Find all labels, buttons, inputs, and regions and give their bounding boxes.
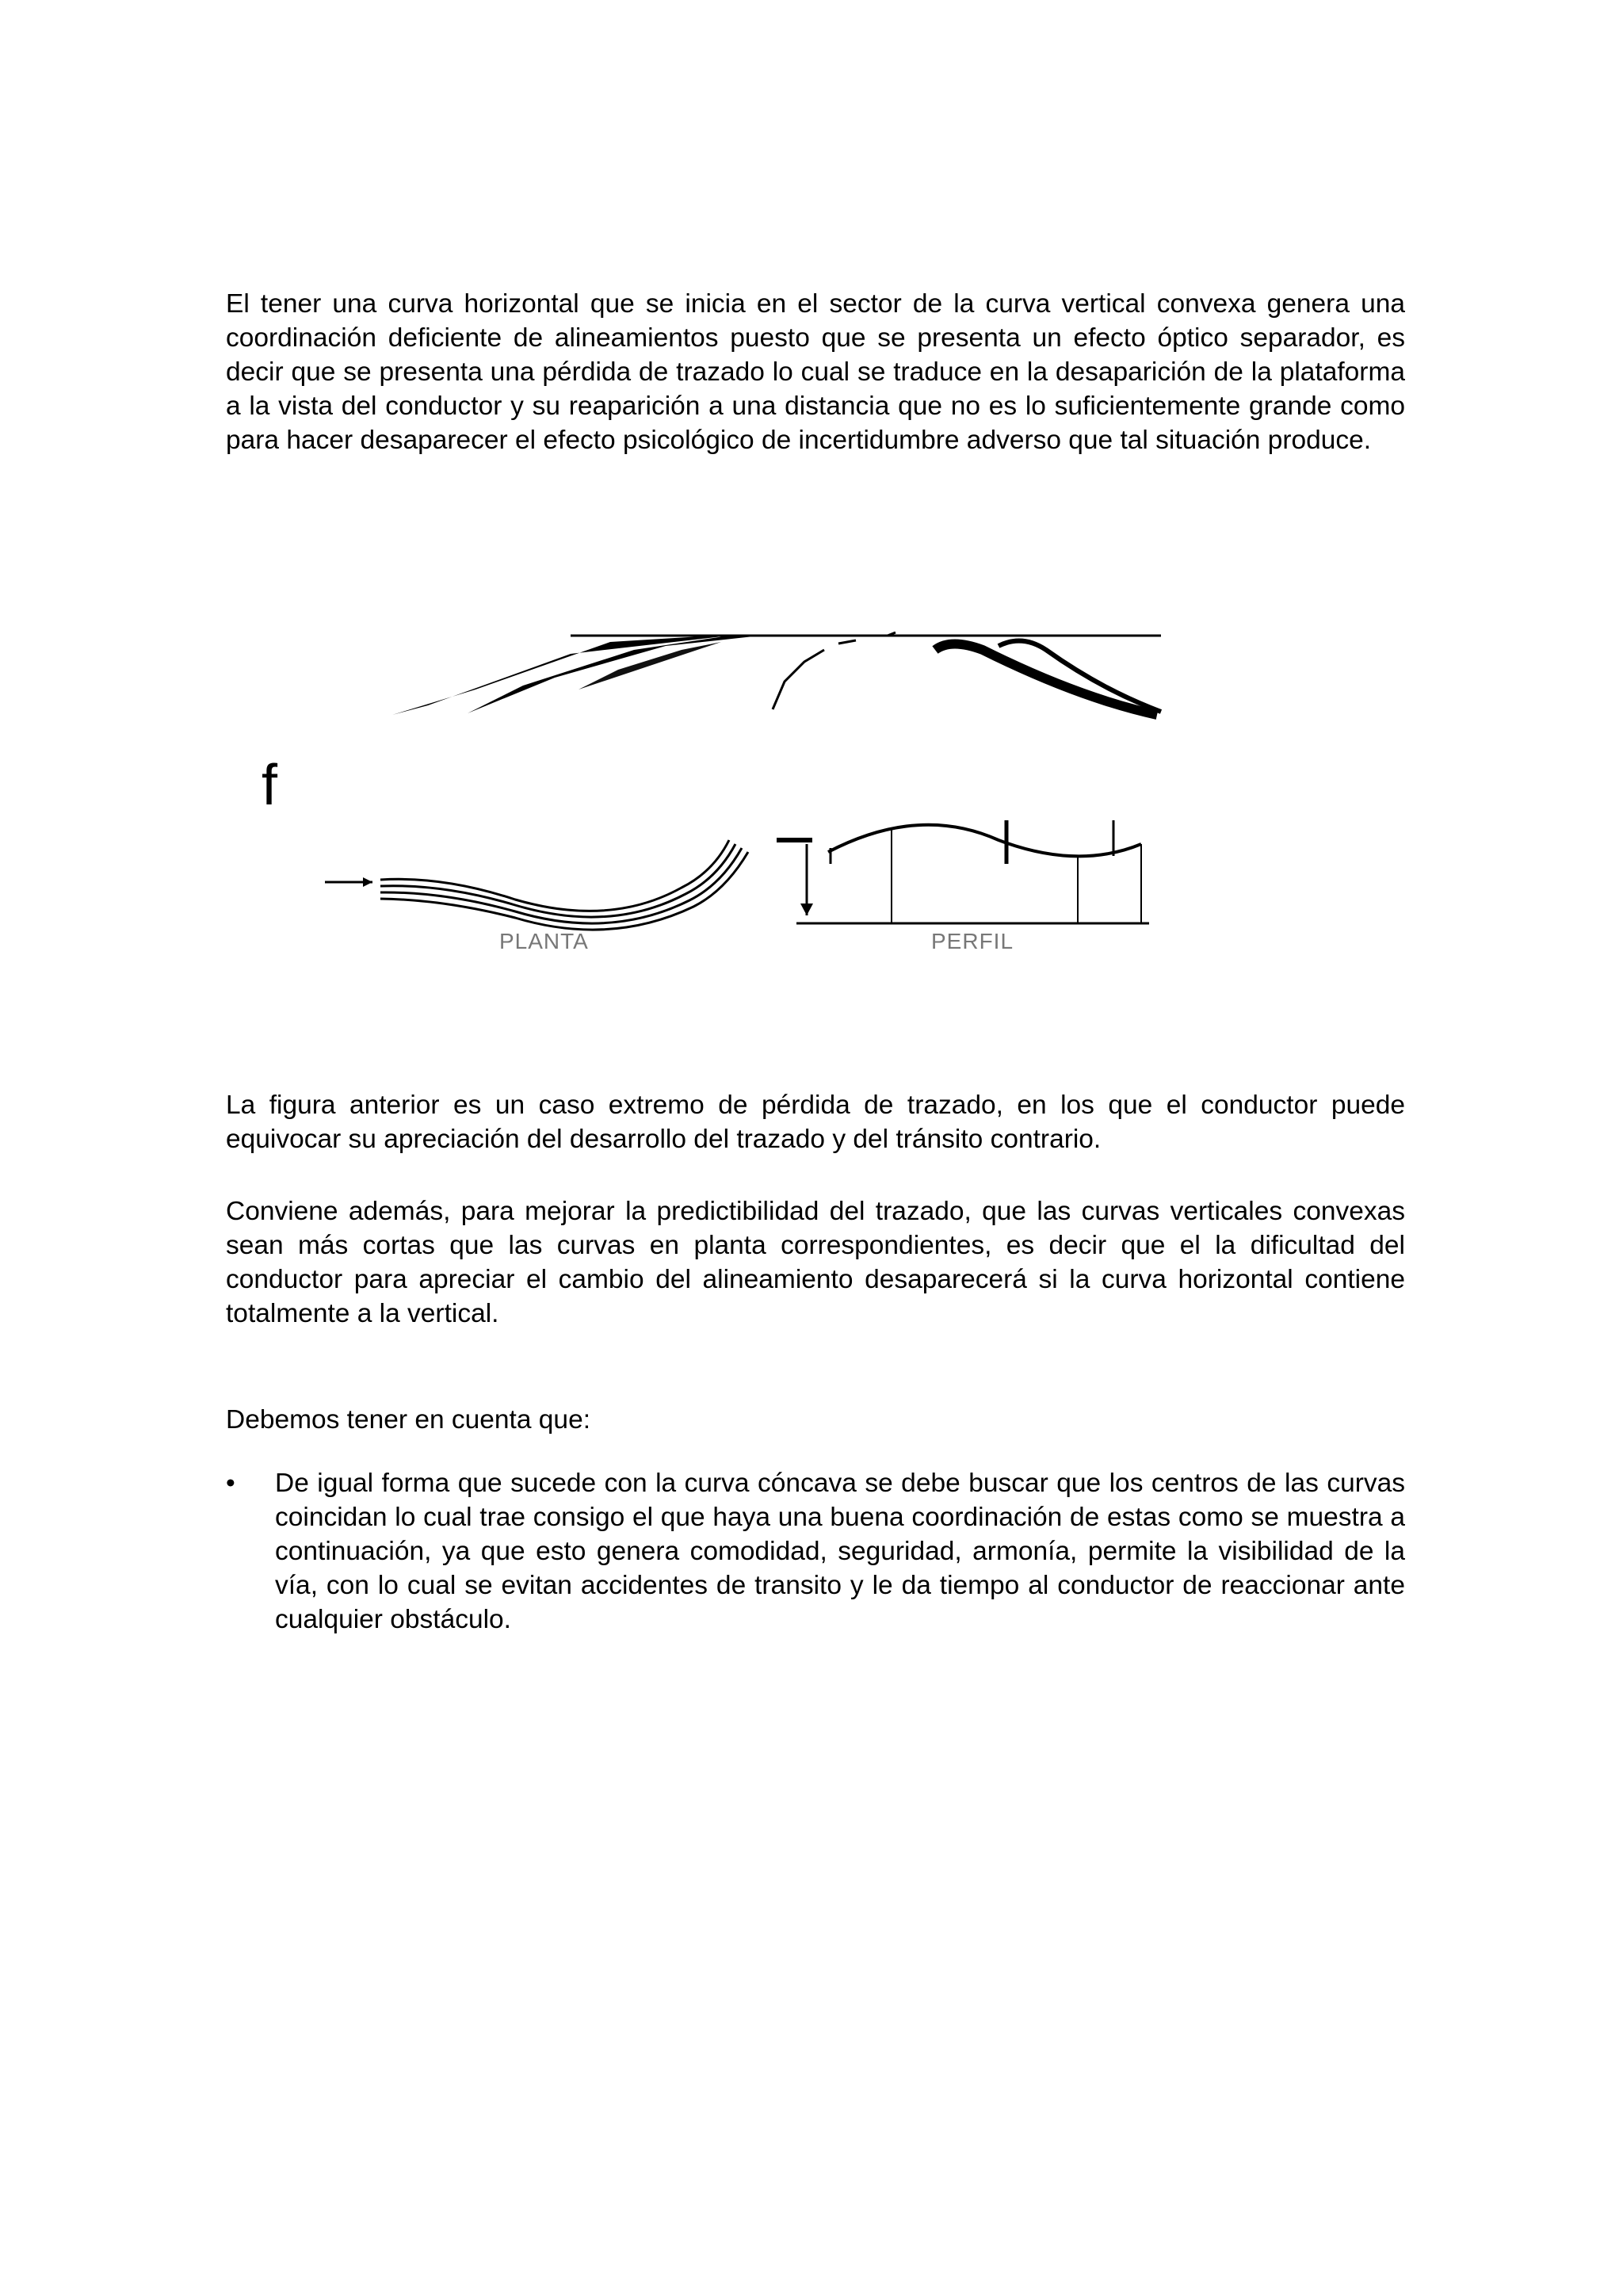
bullet-icon: • <box>226 1469 235 1498</box>
perfil-label: PERFIL <box>931 929 1014 953</box>
paragraph-figure-comment: La figura anterior es un caso extremo de pérdida de trazado, en los que el conductor puede equivocar su apreciación del desarrollo del trazado y del tránsito contrario. <box>226 1091 1405 1154</box>
paragraph-recommendation: Conviene además, para mejorar la predictibilidad del trazado, que las curvas verticales convexas sean más cortas que las curvas en planta correspondientes, es decir que el la dificultad del conductor para apreciar el cambio del alineamiento desaparecerá si la curva horizontal contiene totalmente a la vertical. <box>226 1197 1405 1328</box>
road-figure <box>238 618 1189 975</box>
list-item-text: De igual forma que sucede con la curva cóncava se debe buscar que los centros de las curvas coincidan lo cual trae consigo el que haya una buena coordinación de estas como se muestra a continuación, ya que esto genera comodidad, seguridad, armonía, permite la visibilidad de la vía, con lo cual se evitan accidentes de transito y le da tiempo al conductor de reaccionar ante cualquier obstáculo. <box>275 1469 1405 1634</box>
figure-letter: f <box>262 754 278 817</box>
paragraph-intro: El tener una curva horizontal que se inicia en el sector de la curva vertical convexa genera una coordinación deficiente de alineamientos puesto que se presenta un efecto óptico separador, es decir que se presenta una pérdida de trazado lo cual se traduce en la desaparición de la plataforma a la vista del conductor y su reaparición a una distancia que no es lo suficientemente grande como para hacer desaparecer el efecto psicológico de incertidumbre adverso que tal situación produce. <box>226 289 1405 455</box>
planta-label: PLANTA <box>499 929 589 953</box>
paragraph-list-intro: Debemos tener en cuenta que: <box>226 1405 591 1435</box>
road-perspective-drawing <box>238 618 1189 975</box>
